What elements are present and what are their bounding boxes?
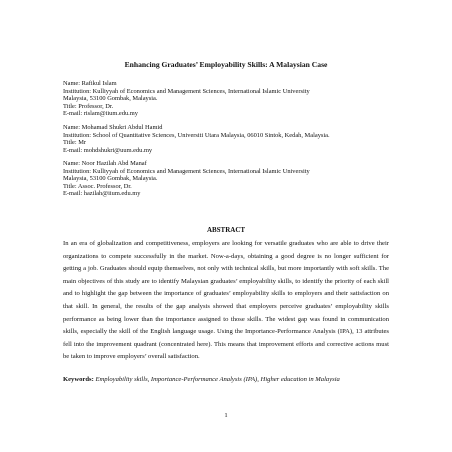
author-title: Title: Assoc. Professor, Dr. (63, 182, 132, 190)
paper-title: Enhancing Graduates’ Employability Skills: A Malaysian Case (124, 60, 328, 69)
author-block-1 (63, 80, 403, 118)
author-block-3 (63, 160, 403, 198)
author-name: Name: Mohamad Shukri Abdul Hamid (63, 124, 163, 131)
abstract-body: In an era of globalization and competitiveness, employers are looking for versatile graduates who are able to drive their organizations to compete successfully in the market. Now-a-days, obtaining a good degree is no longer sufficient for getting a job. Graduates should equip themselves, not only with technical skills, but more importantly with soft skills. The main objectives of this study are to identify Malaysian graduates’ employability skills, to identify the priority of each skill and to highlight the gap between the importance of graduates’ employability skills to employers and their satisfaction on that skill. In general, the results of the gap analysis showed that employers perceive graduates’ employability skills performance as being lower than the importance assigned to those skills. The widest gap was found in communication skills, especially the skill of the English language usage. Using the Importance-Performance Analysis (IPA), 13 attributes fell into the improvement quadrant (concentrated here). This means that improvement efforts and corrective actions must be taken to improve employers’ overall satisfaction. (63, 240, 389, 361)
author-email: E-mail: hazilah@iium.edu.my (63, 190, 141, 198)
keywords-label: Keywords: (63, 376, 94, 383)
keywords (63, 376, 393, 383)
author-title: Title: Professor, Dr. (63, 102, 114, 110)
author-name: Name: Rafikul Islam (63, 80, 117, 87)
author-email: E-mail: mohdshukri@uum.edu.my (63, 146, 153, 154)
author-institution-cont: Malaysia, 53100 Gombak, Malaysia. (63, 95, 158, 103)
keywords-text: Employability skills, Importance-Performance Analysis (IPA), Higher education in Malaysia (95, 376, 340, 383)
author-institution-cont: Malaysia, 53100 Gombak, Malaysia. (63, 175, 158, 183)
abstract-heading: ABSTRACT (206, 226, 246, 234)
author-institution: Institution: School of Quantitative Sciences, Universiti Utara Malaysia, 06010 Sintok, Kedah, Malaysia. (63, 131, 330, 139)
author-name: Name: Noor Hazilah Abd Manaf (63, 160, 147, 167)
page-number: 1 (224, 412, 228, 419)
author-title: Title: Mr (63, 139, 87, 147)
author-email: E-mail: rislam@iium.edu.my (63, 110, 138, 118)
author-institution: Institution: Kulliyyah of Economics and Management Sciences, International Islamic University (63, 167, 310, 175)
author-block-2 (63, 124, 403, 154)
author-institution: Institution: Kulliyyah of Economics and Management Sciences, International Islamic University (63, 87, 310, 95)
